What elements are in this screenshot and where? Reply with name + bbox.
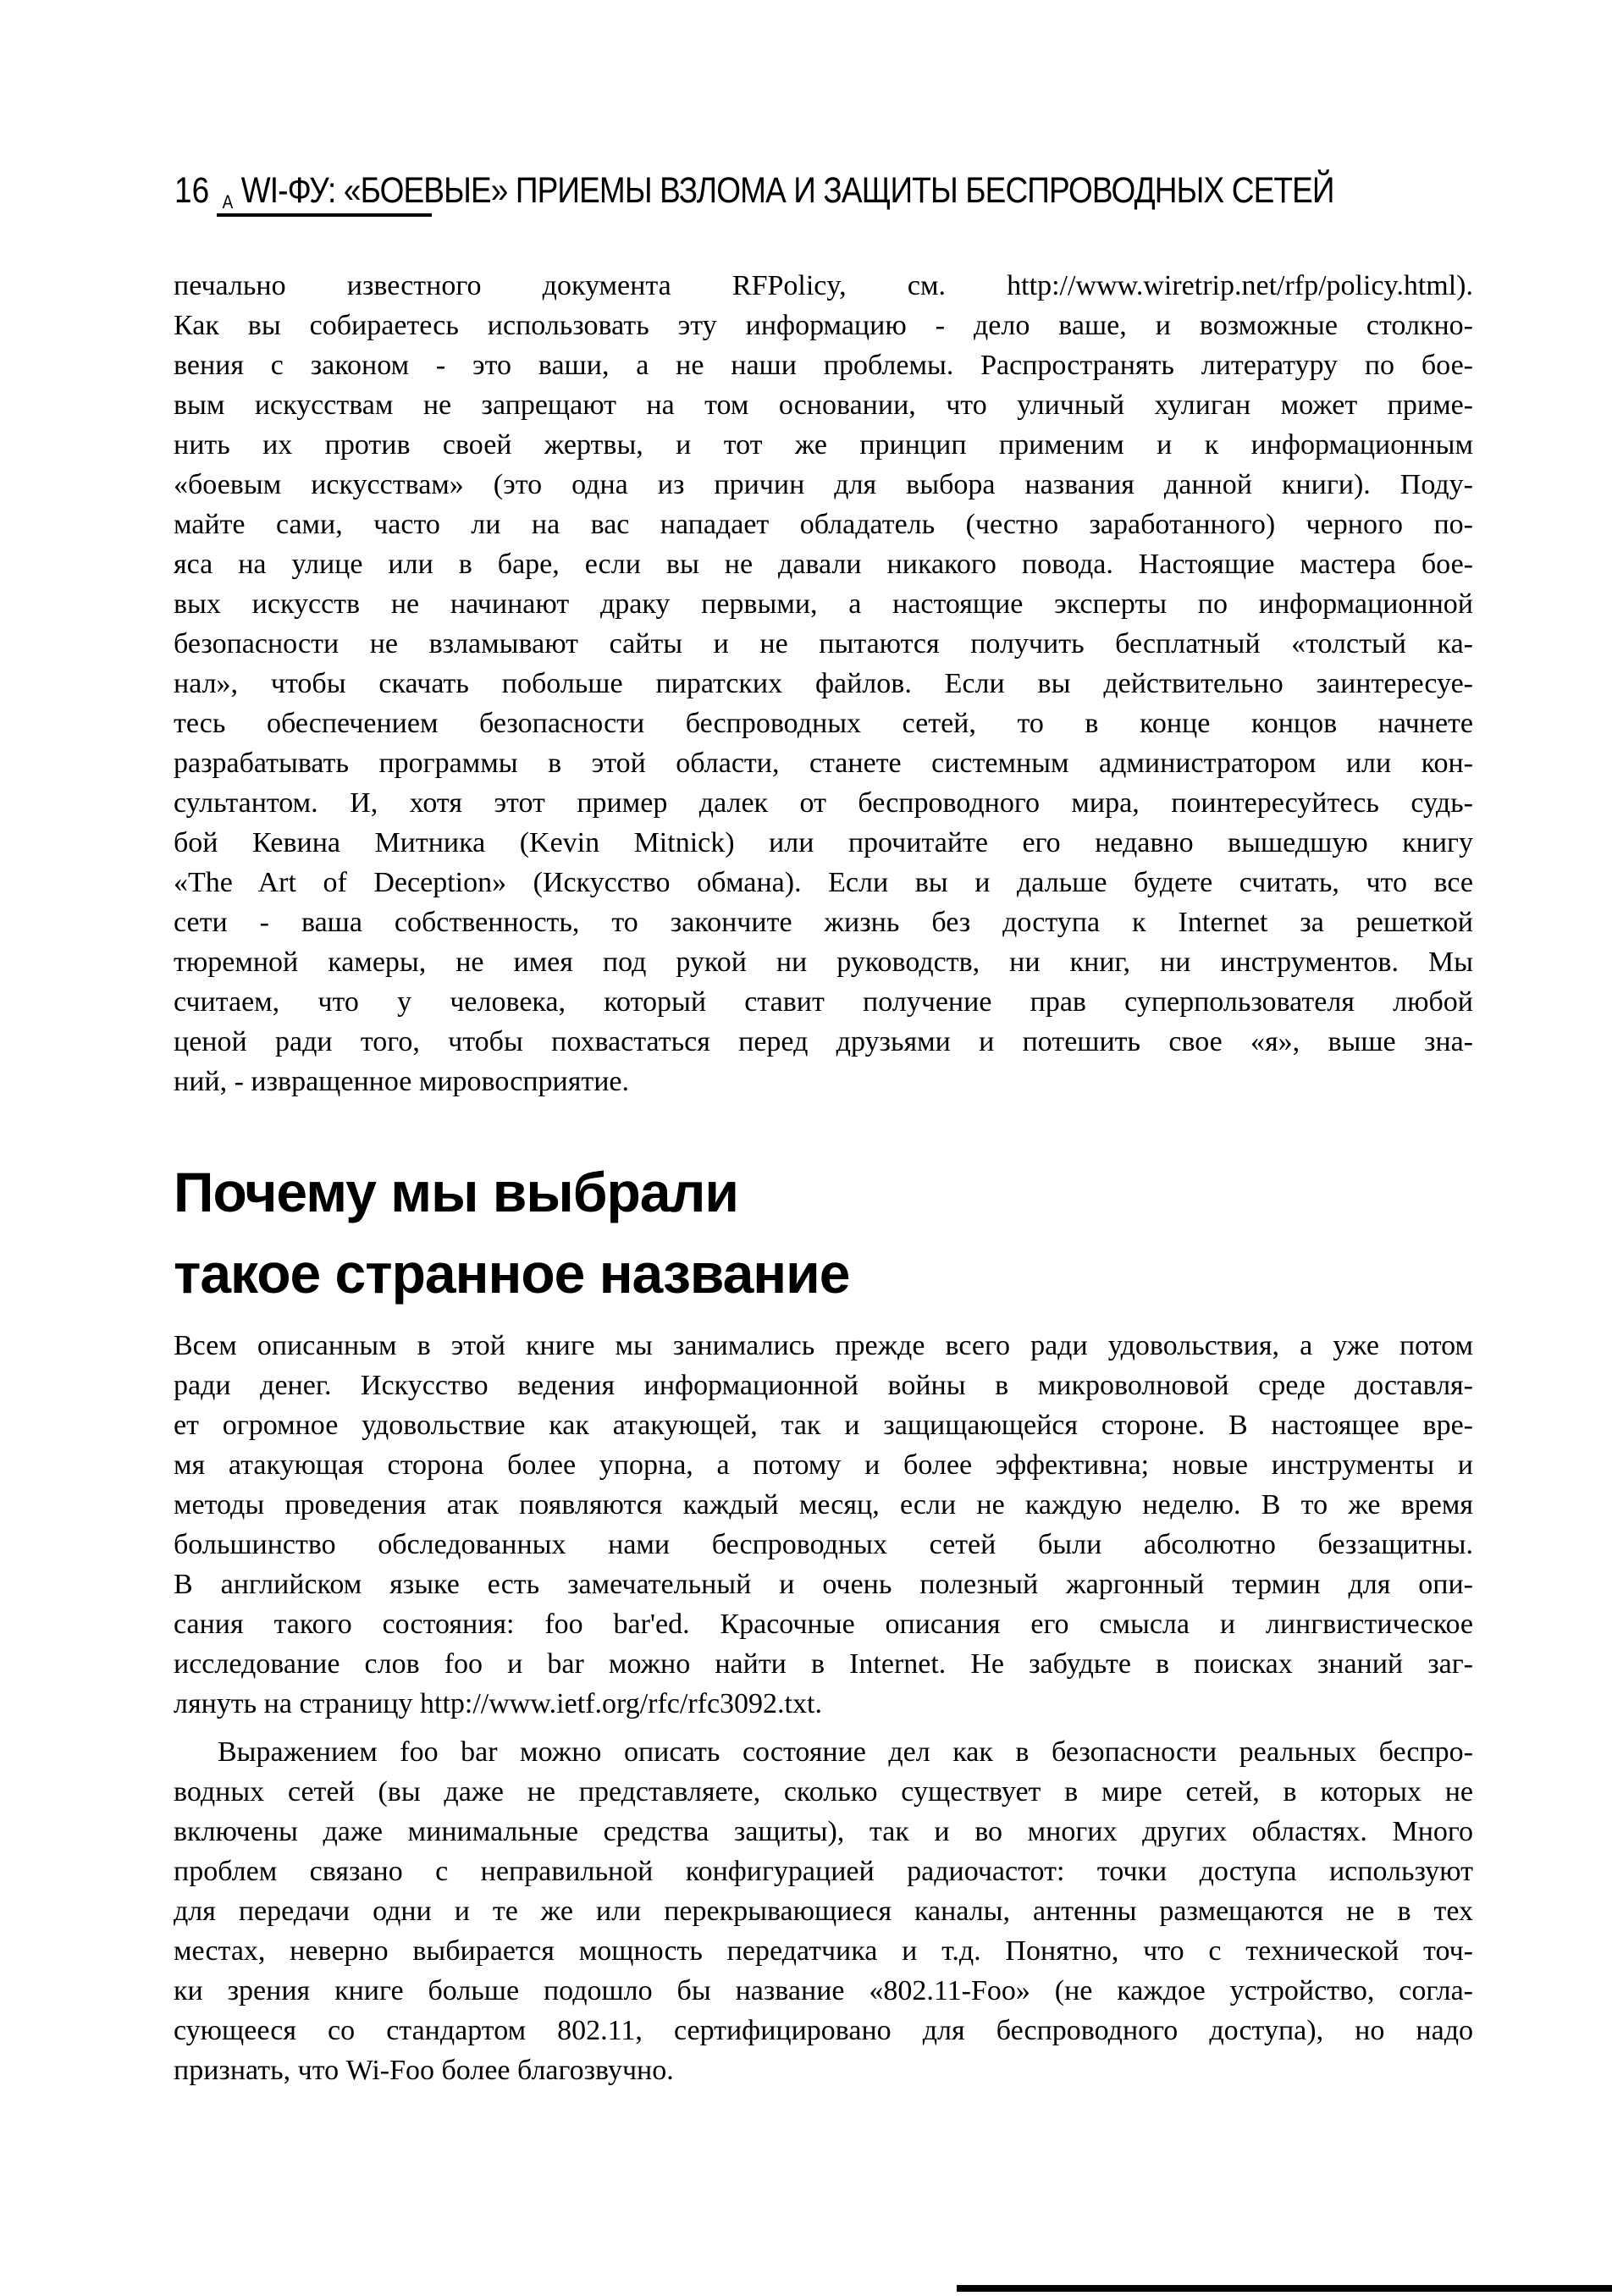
page-number: 16: [174, 170, 210, 211]
paragraph: [174, 266, 1473, 1101]
text-line: нить их против своей жертвы, и тот же принцип применим и к информационным: [174, 429, 1473, 461]
text-line: сети - ваша собственность, то закончите жизнь без доступа к Internet за решеткой: [174, 907, 1473, 938]
text-line: яса на улице или в баре, если вы не давали никакого повода. Настоящие мастера бое-: [174, 549, 1473, 580]
text-line: ки зрения книге больше подошло бы название «802.11-Foo» (не каждое устройство, согла-: [174, 1975, 1473, 2006]
text-line: считаем, что у человека, который ставит получение прав суперпользователя любой: [174, 986, 1473, 1018]
text-line: Всем описанным в этой книге мы занимались прежде всего ради удовольствия, а уже потом: [174, 1330, 1473, 1361]
text-line: ет огромное удовольствие как атакующей, так и защищающейся стороне. В настоящее вре-: [174, 1410, 1473, 1441]
text-line: исследование слов foo и bar можно найти в Internet. Не забудьте в поисках знаний заг-: [174, 1648, 1473, 1680]
scan-artifact-bar: [957, 2285, 1612, 2292]
text-line: Выражением foo bar можно описать состояние дел как в безопасности реальных беспро-: [218, 1736, 1473, 1768]
text-line: водных сетей (вы даже не представляете, сколько существует в мире сетей, в которых не: [174, 1776, 1473, 1808]
text-line: «The Art of Deception» (Искусство обмана). Если вы и дальше будете считать, что все: [174, 867, 1473, 898]
section-heading-line: Почему мы выбрали: [174, 1161, 739, 1223]
running-head: [174, 170, 1334, 213]
section-heading: [174, 1151, 849, 1314]
text-line: «боевым искусствам» (это одна из причин для выбора названия данной книги). Поду-: [174, 469, 1473, 500]
text-line: разрабатывать программы в этой области, станете системным администратором или кон-: [174, 748, 1473, 779]
text-line: мя атакующая сторона более упорна, а потому и более эффективна; новые инструменты и: [174, 1449, 1473, 1481]
text-line: местах, неверно выбирается мощность передатчика и т.д. Понятно, что с технической точ-: [174, 1935, 1473, 1967]
text-line: ради денег. Искусство ведения информационной войны в микроволновой среде доставля-: [174, 1370, 1473, 1401]
text-line: включены даже минимальные средства защиты), так и во многих других областях. Много: [174, 1816, 1473, 1847]
text-line: методы проведения атак появляются каждый месяц, если не каждую неделю. В то же время: [174, 1489, 1473, 1521]
text-line: печально известного документа RFPolicy, см. http://www.wiretrip.net/rfp/policy.html).: [174, 270, 1473, 301]
text-line: тесь обеспечением безопасности беспроводных сетей, то в конце концов начнете: [174, 708, 1473, 739]
text-line: майте сами, часто ли на вас нападает обладатель (честно заработанного) черного по-: [174, 509, 1473, 540]
paragraph: [174, 1732, 1473, 2090]
text-line: В английском языке есть замечательный и очень полезный жаргонный термин для опи-: [174, 1569, 1473, 1600]
header-underline: [217, 213, 432, 217]
text-line: вения с законом - это ваши, а не наши проблемы. Распространять литературу по бое-: [174, 350, 1473, 381]
text-line: проблем связано с неправильной конфигурацией радиочастот: точки доступа используют: [174, 1856, 1473, 1887]
text-line: вых искусств не начинают драку первыми, а настоящие эксперты по информационной: [174, 588, 1473, 620]
text-line: Как вы собираетесь использовать эту информацию - дело ваше, и возможные столкно-: [174, 310, 1473, 341]
text-line: ний, - извращенное мировосприятие.: [174, 1066, 629, 1097]
text-line: ценой ради того, чтобы похвастаться перед друзьями и потешить свое «я», выше зна-: [174, 1026, 1473, 1057]
text-line: сультантом. И, хотя этот пример далек от беспроводного мира, поинтересуйтесь судь-: [174, 787, 1473, 819]
text-line: тюремной камеры, не имея под рукой ни руководств, ни книг, ни инструментов. Мы: [174, 947, 1473, 978]
text-line: большинство обследованных нами беспроводных сетей были абсолютно беззащитны.: [174, 1529, 1473, 1560]
text-line: сания такого состояния: foo bar'ed. Красочные описания его смысла и лингвистическое: [174, 1609, 1473, 1640]
header-mark: А: [222, 191, 233, 212]
text-line: для передачи одни и те же или перекрывающиеся каналы, антенны размещаются не в тех: [174, 1896, 1473, 1927]
text-line: сующееся со стандартом 802.11, сертифицировано для беспроводного доступа), но надо: [174, 2015, 1473, 2046]
text-line: безопасности не взламывают сайты и не пытаются получить бесплатный «толстый ка-: [174, 628, 1473, 660]
text-line: нал», чтобы скачать побольше пиратских файлов. Если вы действительно заинтересуе-: [174, 668, 1473, 699]
text-line: лянуть на страницу http://www.ietf.org/rfc/rfc3092.txt.: [174, 1688, 822, 1719]
text-line: вым искусствам не запрещают на том основании, что уличный хулиган может приме-: [174, 389, 1473, 421]
section-heading-line: такое странное название: [174, 1242, 850, 1305]
text-line: бой Кевина Митника (Kevin Mitnick) или прочитайте его недавно вышедшую книгу: [174, 827, 1473, 858]
text-line: признать, что Wi-Foo более благозвучно.: [174, 2055, 674, 2086]
running-head-title: WI-ФУ: «БОЕВЫЕ» ПРИЕМЫ ВЗЛОМА И ЗАЩИТЫ БЕСПРОВОДНЫХ СЕТЕЙ: [240, 170, 1334, 211]
paragraph: [174, 1326, 1473, 1724]
